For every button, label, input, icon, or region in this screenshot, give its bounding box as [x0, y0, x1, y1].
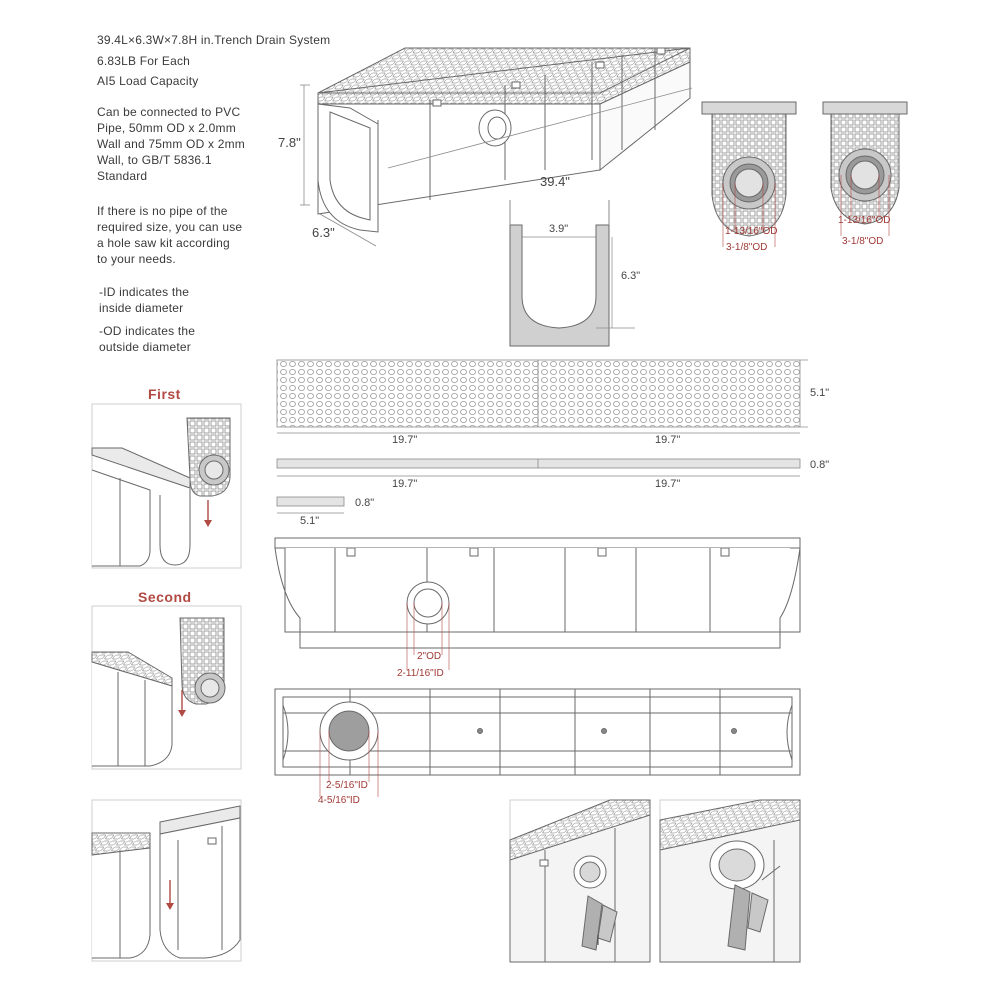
bottom-plan — [275, 689, 800, 775]
spec-pvc-line: Standard — [97, 169, 148, 183]
grate-end — [277, 497, 344, 513]
dim-inner-depth: 6.3" — [621, 270, 641, 282]
id-note-line: -ID indicates the — [99, 285, 190, 299]
holesaw-panel-2 — [660, 800, 800, 962]
od-note-line: outside diameter — [99, 340, 191, 354]
end-cap-1 — [702, 102, 796, 236]
dim-end-thickness: 0.8" — [355, 497, 375, 509]
step-first-label: First — [148, 386, 181, 402]
dim-length: 39.4" — [540, 174, 570, 189]
dim-bottom-outlet-small: 2-5/16"ID — [326, 780, 368, 791]
dim-side-outlet-id: 2-11/16"ID — [397, 668, 444, 679]
dim-side-half-right: 19.7" — [655, 478, 681, 490]
spec-pvc-line: Wall, to GB/T 5836.1 — [97, 153, 212, 167]
spec-pvc-line: Can be connected to PVC — [97, 105, 241, 119]
spec-load: AI5 Load Capacity — [97, 74, 199, 88]
spec-holesaw-line: a hole saw kit according — [97, 236, 230, 250]
spec-pvc-line: Pipe, 50mm OD x 2.0mm — [97, 121, 236, 135]
dim-side-half-left: 19.7" — [392, 478, 418, 490]
dim-grate-thickness: 0.8" — [810, 459, 830, 471]
dim-grate-width: 5.1" — [810, 387, 830, 399]
dim-grate-half-right: 19.7" — [655, 434, 681, 446]
dim-width: 6.3" — [312, 225, 335, 240]
step-1-panel — [92, 404, 241, 568]
dim-height: 7.8" — [278, 135, 301, 150]
spec-holesaw-line: If there is no pipe of the — [97, 204, 228, 218]
step-3-panel — [92, 800, 241, 961]
grate-side — [277, 459, 800, 476]
end-cap-2-large: 3-1/8"OD — [842, 236, 884, 247]
end-cap-2-small: 1-13/16"OD — [838, 215, 891, 226]
dim-bottom-outlet-large: 4-5/16"ID — [318, 795, 360, 806]
spec-pvc-line: Wall and 75mm OD x 2mm — [97, 137, 245, 151]
spec-holesaw-line: required size, you can use — [97, 220, 243, 234]
cross-section-dims — [522, 237, 635, 328]
od-note-line: -OD indicates the — [99, 324, 196, 338]
end-cap-1-large: 3-1/8"OD — [726, 242, 768, 253]
holesaw-panel-1 — [510, 800, 650, 962]
cross-section — [510, 200, 609, 346]
dim-end-width: 5.1" — [300, 515, 320, 527]
end-cap-2 — [823, 102, 907, 224]
spec-holesaw-line: to your needs. — [97, 252, 176, 266]
step-second-label: Second — [138, 589, 192, 605]
side-elevation — [275, 538, 800, 648]
dim-inner-width: 3.9" — [549, 223, 569, 235]
end-cap-1-small: 1-13/16"OD — [725, 226, 778, 237]
dim-grate-half-left: 19.7" — [392, 434, 418, 446]
iso-drain — [318, 48, 690, 232]
id-note-line: inside diameter — [99, 301, 184, 315]
dim-side-outlet-od: 2"OD — [417, 651, 442, 662]
spec-title: 39.4L×6.3W×7.8H in.Trench Drain System — [97, 33, 331, 47]
grate-plan — [277, 360, 800, 427]
step-2-panel — [92, 606, 241, 769]
spec-weight: 6.83LB For Each — [97, 54, 191, 68]
